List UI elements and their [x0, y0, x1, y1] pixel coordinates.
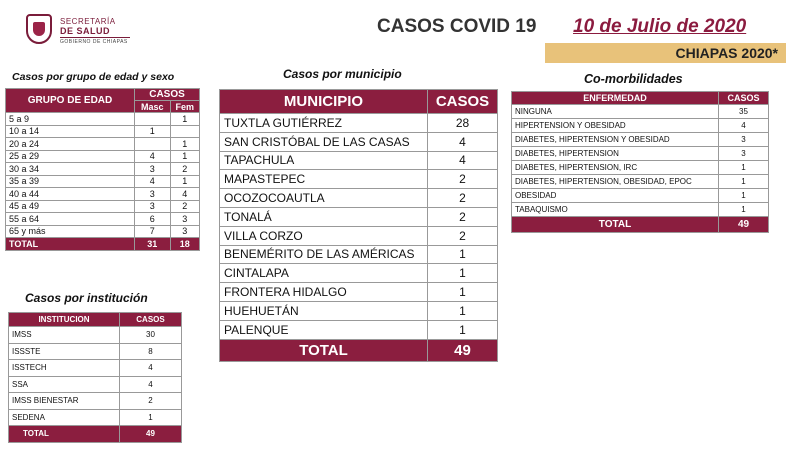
municipality-row-cases: 2	[428, 189, 498, 208]
age-row-fem: 2	[170, 200, 199, 213]
logo-org-line3: GOBIERNO DE CHIAPAS	[60, 39, 128, 45]
age-row-fem: 4	[170, 188, 199, 201]
institution-header: INSTITUCION	[9, 313, 120, 327]
comorbidity-cases-header: CASOS	[719, 92, 769, 105]
age-total-masc: 31	[135, 238, 171, 251]
municipality-row-name: CINTALAPA	[220, 264, 428, 283]
age-cases-header: CASOS	[135, 89, 200, 101]
age-row-group: 20 a 24	[6, 138, 135, 151]
municipality-row-name: OCOZOCOAUTLA	[220, 189, 428, 208]
age-row-group: 65 y más	[6, 225, 135, 238]
municipality-row	[220, 301, 498, 320]
age-row-fem: 1	[170, 138, 199, 151]
age-row-masc: 6	[135, 213, 171, 226]
comorbidity-row	[512, 161, 769, 175]
municipality-row-cases: 28	[428, 114, 498, 133]
municipality-row-cases: 1	[428, 301, 498, 320]
comorbidity-row	[512, 203, 769, 217]
municipality-row	[220, 170, 498, 189]
comorbidity-row-name: NINGUNA	[512, 105, 719, 119]
institution-row-cases: 2	[120, 393, 182, 410]
age-row-fem: 3	[170, 213, 199, 226]
institution-row-cases: 1	[120, 409, 182, 426]
age-total-label: TOTAL	[6, 238, 135, 251]
page-title: CASOS COVID 19	[377, 16, 537, 37]
institution-cases-header: CASOS	[120, 313, 182, 327]
age-row-fem: 1	[170, 113, 199, 126]
institution-row	[9, 409, 182, 426]
institution-total-label: TOTAL	[9, 426, 120, 443]
municipality-row-name: PALENQUE	[220, 320, 428, 339]
institution-section-title: Casos por institución	[25, 291, 148, 305]
institution-row	[9, 327, 182, 344]
age-row-masc: 3	[135, 188, 171, 201]
comorbidity-row-name: HIPERTENSION Y OBESIDAD	[512, 119, 719, 133]
municipality-row	[220, 207, 498, 226]
age-table-body	[6, 113, 200, 238]
municipality-row-cases: 1	[428, 264, 498, 283]
comorbidity-total-label: TOTAL	[512, 217, 719, 233]
age-row	[6, 225, 200, 238]
age-row	[6, 113, 200, 126]
fem-header: Fem	[170, 101, 199, 113]
comorbidity-row-name: DIABETES, HIPERTENSION, OBESIDAD, EPOC	[512, 175, 719, 189]
municipality-row-name: HUEHUETÁN	[220, 301, 428, 320]
municipality-row-cases: 1	[428, 245, 498, 264]
municipality-row-cases: 2	[428, 170, 498, 189]
age-row-group: 40 a 44	[6, 188, 135, 201]
logo-org-line1: SECRETARÍA	[60, 17, 116, 26]
municipality-row	[220, 114, 498, 133]
age-row	[6, 138, 200, 151]
municipality-cases-header: CASOS	[428, 90, 498, 114]
institution-row-name: SSA	[9, 376, 120, 393]
logo-org-line2: DE SALUD	[60, 26, 111, 36]
municipality-row-name: MAPASTEPEC	[220, 170, 428, 189]
comorbidity-row-cases: 1	[719, 189, 769, 203]
comorbidity-row-cases: 1	[719, 175, 769, 189]
comorbidity-row	[512, 147, 769, 161]
municipality-row-name: TUXTLA GUTIÉRREZ	[220, 114, 428, 133]
institution-row	[9, 343, 182, 360]
comorbidity-row-name: OBESIDAD	[512, 189, 719, 203]
state-bar	[545, 43, 786, 63]
age-row-group: 45 a 49	[6, 200, 135, 213]
municipality-row	[220, 189, 498, 208]
municipality-header: MUNICIPIO	[220, 90, 428, 114]
comorbidity-row-name: DIABETES, HIPERTENSION	[512, 147, 719, 161]
header-banner	[205, 8, 786, 36]
municipality-total-value: 49	[428, 339, 498, 361]
masc-header: Masc	[135, 101, 171, 113]
institution-table-body	[9, 327, 182, 426]
institution-row-cases: 30	[120, 327, 182, 344]
comorbidity-row-name: DIABETES, HIPERTENSION, IRC	[512, 161, 719, 175]
institution-row-name: SEDENA	[9, 409, 120, 426]
municipality-row	[220, 226, 498, 245]
municipality-row-cases: 1	[428, 320, 498, 339]
municipality-row-name: FRONTERA HIDALGO	[220, 283, 428, 302]
age-row	[6, 150, 200, 163]
municipality-section-title: Casos por municipio	[283, 67, 402, 81]
age-row	[6, 163, 200, 176]
age-row-group: 35 a 39	[6, 175, 135, 188]
age-row-fem: 2	[170, 163, 199, 176]
logo-divider	[60, 37, 130, 38]
institution-row-name: IMSS BIENESTAR	[9, 393, 120, 410]
age-total-fem: 18	[170, 238, 199, 251]
institution-row-cases: 8	[120, 343, 182, 360]
age-total-row	[6, 238, 200, 251]
age-row-fem: 1	[170, 175, 199, 188]
age-row-masc: 3	[135, 163, 171, 176]
age-group-header: GRUPO DE EDAD	[6, 89, 135, 113]
institution-row	[9, 393, 182, 410]
age-row-group: 10 a 14	[6, 125, 135, 138]
municipality-row	[220, 283, 498, 302]
municipality-row-name: TONALÁ	[220, 207, 428, 226]
comorbidity-row-cases: 1	[719, 203, 769, 217]
comorbidity-row-cases: 3	[719, 147, 769, 161]
municipality-table	[219, 89, 498, 362]
municipality-row-name: VILLA CORZO	[220, 226, 428, 245]
municipality-row	[220, 245, 498, 264]
municipality-row-cases: 4	[428, 151, 498, 170]
municipality-row	[220, 320, 498, 339]
municipality-row-name: TAPACHULA	[220, 151, 428, 170]
state-label: CHIAPAS 2020*	[675, 45, 778, 61]
institution-row	[9, 376, 182, 393]
report-date: 10 de Julio de 2020	[573, 16, 747, 37]
comorbidity-row	[512, 105, 769, 119]
municipality-row	[220, 132, 498, 151]
municipality-row-name: BENEMÉRITO DE LAS AMÉRICAS	[220, 245, 428, 264]
comorbidity-table	[511, 91, 769, 233]
comorbidity-row	[512, 175, 769, 189]
institution-table	[8, 312, 182, 443]
disease-header: ENFERMEDAD	[512, 92, 719, 105]
institution-row-name: ISSTECH	[9, 360, 120, 377]
institution-row-cases: 4	[120, 376, 182, 393]
age-row-group: 25 a 29	[6, 150, 135, 163]
age-row	[6, 213, 200, 226]
age-row	[6, 200, 200, 213]
municipality-row-name: SAN CRISTÓBAL DE LAS CASAS	[220, 132, 428, 151]
age-row-fem: 1	[170, 150, 199, 163]
institution-total-row	[9, 426, 182, 443]
age-row-group: 55 a 64	[6, 213, 135, 226]
municipality-row-cases: 2	[428, 207, 498, 226]
institution-row-name: IMSS	[9, 327, 120, 344]
institution-total-value: 49	[120, 426, 182, 443]
comorbidity-row-name: DIABETES, HIPERTENSION Y OBESIDAD	[512, 133, 719, 147]
municipality-row	[220, 151, 498, 170]
age-row-masc: 1	[135, 125, 171, 138]
comorbidity-row-name: TABAQUISMO	[512, 203, 719, 217]
age-row-fem	[170, 125, 199, 138]
municipality-row-cases: 1	[428, 283, 498, 302]
municipality-row	[220, 264, 498, 283]
comorbidity-row-cases: 35	[719, 105, 769, 119]
comorbidity-row-cases: 3	[719, 133, 769, 147]
municipality-table-body	[220, 114, 498, 340]
health-secretariat-logo	[26, 14, 176, 48]
age-section-title: Casos por grupo de edad y sexo	[12, 71, 175, 83]
comorbidity-row	[512, 189, 769, 203]
comorbidity-row-cases: 4	[719, 119, 769, 133]
institution-row	[9, 360, 182, 377]
age-row-group: 5 a 9	[6, 113, 135, 126]
comorbidity-row-cases: 1	[719, 161, 769, 175]
municipality-total-row	[220, 339, 498, 361]
comorbidity-total-row	[512, 217, 769, 233]
age-row-masc: 4	[135, 175, 171, 188]
age-row-masc: 4	[135, 150, 171, 163]
institution-row-name: ISSSTE	[9, 343, 120, 360]
state-emblem-icon	[26, 14, 52, 44]
age-row-fem: 3	[170, 225, 199, 238]
municipality-total-label: TOTAL	[220, 339, 428, 361]
age-row	[6, 125, 200, 138]
municipality-row-cases: 2	[428, 226, 498, 245]
age-sex-table	[5, 88, 200, 251]
age-row-masc: 3	[135, 200, 171, 213]
comorbidity-row	[512, 133, 769, 147]
age-row-masc	[135, 138, 171, 151]
comorbidity-section-title: Co-morbilidades	[584, 72, 683, 86]
age-row	[6, 188, 200, 201]
comorbidity-row	[512, 119, 769, 133]
age-row-masc: 7	[135, 225, 171, 238]
institution-row-cases: 4	[120, 360, 182, 377]
age-row-masc	[135, 113, 171, 126]
comorbidity-total-value: 49	[719, 217, 769, 233]
comorbidity-table-body	[512, 105, 769, 217]
age-row	[6, 175, 200, 188]
municipality-row-cases: 4	[428, 132, 498, 151]
age-row-group: 30 a 34	[6, 163, 135, 176]
